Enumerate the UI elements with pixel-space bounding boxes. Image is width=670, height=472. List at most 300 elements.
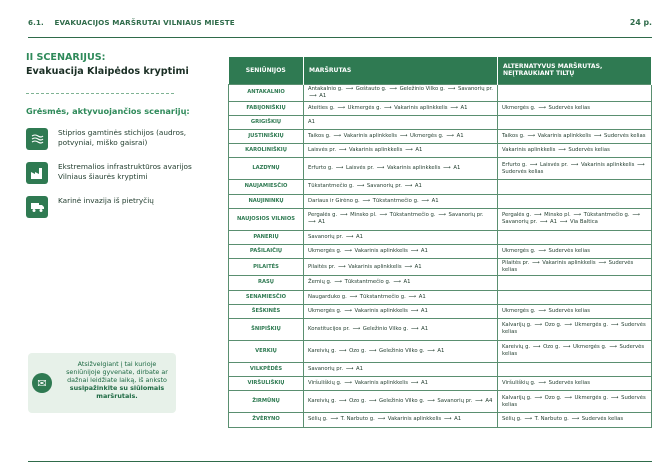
arrow-right-icon: ⟶ (382, 104, 394, 111)
arrow-right-icon: ⟶ (332, 279, 344, 286)
route-stop: A1 (453, 165, 461, 172)
threat-item (26, 162, 204, 184)
arrow-right-icon: ⟶ (409, 325, 421, 332)
route-stop: Vakarinis aplinkkelis (386, 165, 441, 172)
route-stop: Ozo g. (349, 398, 367, 405)
seniunija-name: PANERIŲ (229, 230, 304, 244)
alt-route-cell (498, 413, 652, 427)
route-stop: Vakarinis aplinkkelis (348, 147, 403, 154)
route-stop: A1 (355, 365, 363, 372)
route-stop: A1 (460, 104, 468, 111)
note-plain: Atsižvelgiant į tai kurioje seniūnijoje gyvenate, dirbate ar dažnai leidžiate laiką, iš anksto (66, 360, 168, 384)
table-row (229, 259, 652, 276)
seniunija-name: RASŲ (229, 276, 304, 290)
route-stop: Sėlių g. (502, 416, 522, 423)
route-stop: A1 (418, 293, 426, 300)
route-stop: Erfurto g. (502, 161, 527, 168)
seniunija-name: NAUJOSIOS VILNIOS (229, 208, 304, 230)
alt-route-cell (498, 194, 652, 208)
route-stop: Vakarinis aplinkkelis (580, 161, 635, 168)
table-row (229, 101, 652, 115)
arrow-right-icon: ⟶ (607, 344, 619, 351)
seniunija-name: ANTAKALNIO (229, 84, 304, 101)
arrow-right-icon: ⟶ (445, 85, 457, 92)
arrow-right-icon: ⟶ (408, 307, 420, 314)
page-header (28, 18, 652, 38)
seniunija-name: ŠEŠKINĖS (229, 304, 304, 318)
arrow-right-icon: ⟶ (331, 133, 343, 140)
alt-route-cell (498, 340, 652, 362)
seniunija-name: LAZDYNŲ (229, 158, 304, 180)
table-header-row (229, 57, 652, 84)
route-cell (304, 259, 498, 276)
alt-route-cell (498, 115, 652, 129)
arrow-right-icon: ⟶ (377, 212, 389, 219)
arrow-right-icon: ⟶ (527, 161, 539, 168)
table-row (229, 158, 652, 180)
route-stop: A1 (319, 92, 327, 99)
section-title: EVAKUACIJOS MARŠRUTAI VILNIAUS MIESTE (54, 18, 235, 27)
route-stop: A4 (485, 398, 493, 405)
arrow-right-icon: ⟶ (406, 293, 418, 300)
route-cell (304, 245, 498, 259)
route-stop: Sudervės kelias (581, 416, 624, 423)
seniunija-name: VIRŠULIŠKIŲ (229, 377, 304, 391)
route-stop: A1 (414, 263, 422, 270)
arrow-right-icon: ⟶ (557, 219, 569, 226)
seniunija-name: ŽIRMŪNŲ (229, 391, 304, 413)
arrow-right-icon: ⟶ (592, 133, 604, 140)
route-stop: Sudervės kelias (568, 147, 610, 154)
seniunija-name: VILKPĖDĖS (229, 362, 304, 376)
alt-route-cell (498, 208, 652, 230)
route-cell (304, 413, 498, 427)
route-stop: Ukmergės g. (572, 344, 607, 351)
route-stop: A1 (454, 416, 462, 423)
seniunija-name: ŽVĖRYNO (229, 413, 304, 427)
route-stop: Vakarinis aplinkkelis (537, 133, 592, 140)
arrow-right-icon: ⟶ (387, 85, 399, 92)
note-bold: susipažinkite su siūlomais maršrutais. (69, 384, 165, 400)
arrow-right-icon: ⟶ (562, 322, 574, 329)
route-stop: A1 (403, 279, 411, 286)
route-stop: Geležinio Vilko g. (378, 398, 425, 405)
route-stop: Pergalės g. (502, 212, 532, 219)
route-stop: Vakarinis aplinkkelis (502, 147, 556, 154)
arrow-right-icon: ⟶ (337, 347, 349, 354)
arrow-right-icon: ⟶ (531, 344, 543, 351)
route-stop: A1 (431, 197, 439, 204)
route-stop: Goštauto g. (355, 85, 387, 92)
route-stop: A1 (415, 147, 423, 154)
threat-item (26, 128, 204, 150)
route-cell (304, 144, 498, 158)
route-stop: Ukmergės g. (502, 307, 536, 314)
arrow-right-icon: ⟶ (403, 147, 415, 154)
route-stop: Ozo g. (544, 394, 562, 401)
alt-route-cell (498, 391, 652, 413)
route-stop: Ozo g. (543, 344, 561, 351)
arrow-right-icon: ⟶ (344, 365, 355, 372)
table-body (229, 84, 652, 427)
route-stop: Via Baltica (569, 219, 598, 226)
route-stop: Savanorių pr. (308, 365, 344, 372)
route-stop: Sudervės kelias (548, 307, 590, 314)
route-stop: Vakarinis aplinkkelis (354, 380, 408, 387)
route-stop: Geležinio Vilko g. (378, 347, 425, 354)
arrow-right-icon: ⟶ (419, 197, 431, 204)
route-stop: Sudervės kelias (548, 380, 591, 387)
route-cell (304, 208, 498, 230)
route-stop: Ukmergės g. (308, 248, 342, 255)
arrow-right-icon: ⟶ (354, 183, 366, 190)
route-stop: Pergalės g. (308, 212, 338, 219)
route-stop: Sudervės kelias (502, 260, 634, 274)
route-stop: Savanorių pr. (366, 183, 402, 190)
route-stop: A1 (421, 325, 429, 332)
arrow-right-icon: ⟶ (336, 263, 348, 270)
route-stop: Laisvės pr. (308, 147, 337, 154)
route-stop: Tūkstantmečio g. (308, 183, 354, 190)
route-stop: Sudervės kelias (502, 322, 646, 336)
section-number: 6.1. (28, 18, 44, 27)
route-stop: T. Narbuto g. (340, 416, 375, 423)
route-stop: Vakarinis aplinkkelis (348, 263, 402, 270)
seniunija-name: PAŠILAIČIŲ (229, 245, 304, 259)
route-stop: A1 (420, 248, 428, 255)
arrow-right-icon: ⟶ (333, 165, 345, 172)
route-cell (304, 377, 498, 391)
route-stop: Tūkstantmečio g. (372, 197, 419, 204)
route-stop: A1 (549, 219, 557, 226)
route-stop: A1 (355, 233, 363, 240)
route-stop: Geležinio Vilko g. (399, 85, 445, 92)
arrow-right-icon: ⟶ (568, 161, 580, 168)
route-cell (304, 391, 498, 413)
arrow-right-icon: ⟶ (425, 398, 437, 405)
alt-route-cell (498, 290, 652, 304)
route-stop: Savanorių pr. (457, 85, 493, 92)
alt-route-cell (498, 362, 652, 376)
route-stop: Tūkstantmečio g. (583, 212, 630, 219)
arrow-right-icon: ⟶ (442, 416, 454, 423)
alt-route-cell (498, 304, 652, 318)
routes-table (228, 57, 652, 428)
route-stop: Savanorių pr. (502, 219, 538, 226)
alt-route-cell (498, 84, 652, 101)
route-stop: Taikos g. (308, 133, 331, 140)
route-stop: Tūkstantmečio g. (344, 279, 391, 286)
route-stop: Savanorių pr. (308, 233, 344, 240)
route-stop: Dariaus ir Girėno g. (308, 197, 360, 204)
arrow-right-icon: ⟶ (536, 380, 548, 387)
seniunija-name: GRIGIŠKIŲ (229, 115, 304, 129)
route-cell (304, 362, 498, 376)
arrow-right-icon: ⟶ (309, 92, 319, 99)
alt-route-cell (498, 101, 652, 115)
table-row (229, 84, 652, 101)
arrow-right-icon: ⟶ (374, 165, 386, 172)
table-row (229, 144, 652, 158)
route-stop: Konstitucijos pr. (308, 325, 350, 332)
arrow-right-icon: ⟶ (335, 104, 347, 111)
seniunija-name: VERKIŲ (229, 340, 304, 362)
arrow-right-icon: ⟶ (561, 344, 572, 351)
arrow-right-icon: ⟶ (571, 212, 583, 219)
col-header-route: MARŠRUTAS (304, 57, 498, 84)
route-stop: Vakarinis aplinkkelis (394, 104, 448, 111)
threat-text: Stiprios gamtinės stichijos (audros, potvyniai, miško gaisrai) (58, 128, 187, 147)
route-stop: Pilaitės pr. (308, 263, 336, 270)
arrow-right-icon: ⟶ (402, 263, 414, 270)
route-cell (304, 230, 498, 244)
storm-icon (26, 128, 48, 150)
route-stop: Žemių g. (308, 279, 332, 286)
arrow-right-icon: ⟶ (344, 233, 355, 240)
arrow-right-icon: ⟶ (536, 307, 548, 314)
alt-route-cell (498, 130, 652, 144)
arrow-right-icon: ⟶ (441, 165, 453, 172)
threats-title: Grėsmės, aktyvuojančios scenarijų: (26, 106, 190, 116)
arrow-right-icon: ⟶ (342, 307, 354, 314)
route-stop: Ozo g. (544, 322, 562, 329)
route-cell (304, 115, 498, 129)
arrow-right-icon: ⟶ (630, 212, 640, 219)
table-row (229, 318, 652, 340)
arrow-right-icon: ⟶ (338, 212, 350, 219)
route-stop: Laisvės pr. (345, 165, 374, 172)
col-header-alt-route: ALTERNATYVUS MARŠRUTAS, NEĮTRAUKIANT TILTŲ (498, 57, 652, 84)
alt-route-cell (498, 230, 652, 244)
arrow-right-icon: ⟶ (337, 147, 348, 154)
table-row (229, 391, 652, 413)
arrow-right-icon: ⟶ (342, 248, 354, 255)
seniunija-name: NAUJAMIESČIO (229, 180, 304, 194)
route-stop: Tūkstantmečio g. (389, 212, 436, 219)
alt-route-cell (498, 259, 652, 276)
scenario-title: Evakuacija Klaipėdos kryptimi (26, 66, 189, 77)
route-stop: Kalvarijų g. (502, 394, 532, 401)
arrow-right-icon: ⟶ (436, 212, 448, 219)
route-stop: Sėlių g. (308, 416, 328, 423)
military-truck-icon (26, 196, 48, 218)
table-row (229, 413, 652, 427)
arrow-right-icon: ⟶ (409, 380, 420, 387)
arrow-right-icon: ⟶ (562, 394, 574, 401)
route-stop: Savanorių pr. (448, 212, 484, 219)
route-stop: Vakarinis aplinkkelis (354, 307, 408, 314)
arrow-right-icon: ⟶ (635, 161, 645, 168)
arrow-right-icon: ⟶ (448, 104, 460, 111)
seniunija-name: NAUJININKŲ (229, 194, 304, 208)
table-row (229, 290, 652, 304)
route-cell (304, 318, 498, 340)
route-cell (304, 130, 498, 144)
alt-route-cell (498, 144, 652, 158)
route-stop: Geležinio Vilko g. (362, 325, 409, 332)
arrow-right-icon: ⟶ (536, 104, 548, 111)
route-cell (304, 276, 498, 290)
arrow-right-icon: ⟶ (569, 416, 581, 423)
route-stop: A1 (420, 307, 428, 314)
arrow-right-icon: ⟶ (596, 260, 608, 267)
seniunija-name: KAROLINIŠKIŲ (229, 144, 304, 158)
alt-route-cell (498, 180, 652, 194)
table-row (229, 180, 652, 194)
route-stop: Kareivių g. (502, 344, 531, 351)
seniunija-name: PILAITĖS (229, 259, 304, 276)
arrow-right-icon: ⟶ (375, 416, 387, 423)
route-stop: Vakarinis aplinkkelis (387, 416, 442, 423)
route-stop: Tūkstantmečio g. (359, 293, 406, 300)
route-stop: Kareivių g. (308, 347, 337, 354)
arrow-right-icon: ⟶ (425, 347, 437, 354)
route-stop: Sudervės kelias (548, 248, 590, 255)
table-row (229, 130, 652, 144)
route-stop: Viršuliškių g. (502, 380, 536, 387)
arrow-right-icon: ⟶ (444, 133, 456, 140)
col-header-seniunijos: SENIŪNIJOS (229, 57, 304, 84)
alt-route-cell (498, 276, 652, 290)
scenario-label: II SCENARIJUS: (26, 52, 106, 63)
footer-rule (28, 461, 652, 462)
table-row (229, 362, 652, 376)
arrow-right-icon: ⟶ (408, 248, 420, 255)
route-stop: Ukmergės g. (502, 248, 536, 255)
section-heading (28, 18, 235, 27)
route-cell (304, 340, 498, 362)
alt-route-cell (498, 158, 652, 180)
arrow-right-icon: ⟶ (556, 147, 568, 154)
route-stop: Ateities g. (308, 104, 335, 111)
note-text (64, 360, 170, 400)
arrow-right-icon: ⟶ (347, 293, 359, 300)
arrow-right-icon: ⟶ (532, 394, 544, 401)
divider (26, 93, 174, 94)
route-stop: Sudervės kelias (502, 344, 645, 358)
table-row (229, 208, 652, 230)
arrow-right-icon: ⟶ (536, 248, 548, 255)
arrow-right-icon: ⟶ (343, 85, 355, 92)
route-stop: Ukmergės g. (308, 307, 342, 314)
arrow-right-icon: ⟶ (350, 325, 362, 332)
threat-text: Karinė invazija iš pietryčių (58, 196, 154, 205)
table-row (229, 230, 652, 244)
route-stop: Vakarinis aplinkkelis (542, 260, 596, 267)
route-cell (304, 180, 498, 194)
route-stop: Viršuliškių g. (308, 380, 342, 387)
threat-text: Ekstremalios infrastruktūros avarijos Vilniaus šiaurės kryptimi (58, 162, 192, 181)
route-stop: Ozo g. (349, 347, 367, 354)
table-row (229, 194, 652, 208)
arrow-right-icon: ⟶ (522, 416, 534, 423)
table-row (229, 340, 652, 362)
route-stop: Ukmergės g. (410, 133, 444, 140)
bell-icon: ✉ (32, 373, 52, 393)
route-stop: A1 (318, 219, 326, 226)
route-stop: Sudervės kelias (548, 104, 590, 111)
route-stop: A1 (308, 118, 315, 125)
route-stop: A1 (420, 380, 428, 387)
arrow-right-icon: ⟶ (398, 133, 410, 140)
route-stop: Minsko pl. (544, 212, 571, 219)
route-stop: Laisvės pr. (539, 161, 568, 168)
route-cell (304, 290, 498, 304)
route-stop: Sudervės kelias (502, 168, 544, 175)
alt-route-cell (498, 377, 652, 391)
seniunija-name: SENAMIESČIO (229, 290, 304, 304)
route-stop: A1 (414, 183, 422, 190)
factory-icon (26, 162, 48, 184)
scenario-panel (26, 52, 204, 218)
arrow-right-icon: ⟶ (538, 219, 549, 226)
arrow-right-icon: ⟶ (328, 416, 340, 423)
table-row (229, 115, 652, 129)
table-row (229, 245, 652, 259)
threat-item (26, 196, 204, 218)
route-stop: Naugarduko g. (308, 293, 347, 300)
seniunija-name: JUSTINIŠKIŲ (229, 130, 304, 144)
seniunija-name: FABIJONIŠKIŲ (229, 101, 304, 115)
arrow-right-icon: ⟶ (342, 380, 354, 387)
arrow-right-icon: ⟶ (308, 219, 318, 226)
route-stop: Ukmergės g. (347, 104, 382, 111)
arrow-right-icon: ⟶ (360, 197, 372, 204)
route-stop: A1 (437, 347, 445, 354)
table-row (229, 377, 652, 391)
alt-route-cell (498, 318, 652, 340)
route-stop: Vakarinis aplinkkelis (354, 248, 408, 255)
route-cell (304, 158, 498, 180)
route-stop: Savanorių pr. (437, 398, 473, 405)
route-stop: Minsko pl. (350, 212, 377, 219)
route-stop: Taikos g. (502, 133, 525, 140)
arrow-right-icon: ⟶ (367, 398, 378, 405)
route-cell (304, 101, 498, 115)
alt-route-cell (498, 245, 652, 259)
route-stop: Erfurto g. (308, 165, 333, 172)
seniunija-name: ŠNIPIŠKIŲ (229, 318, 304, 340)
page-number: 24 p. (629, 18, 652, 27)
table-row (229, 276, 652, 290)
route-stop: Kalvarijų g. (502, 322, 532, 329)
route-stop: Sudervės kelias (502, 394, 646, 408)
route-stop: Antakalnio g. (308, 85, 343, 92)
arrow-right-icon: ⟶ (402, 183, 414, 190)
route-stop: Pilaitės pr. (502, 260, 530, 267)
arrow-right-icon: ⟶ (337, 398, 349, 405)
arrow-right-icon: ⟶ (367, 347, 378, 354)
arrow-right-icon: ⟶ (530, 260, 542, 267)
route-stop: Ukmergės g. (502, 104, 536, 111)
route-stop: Vakarinis aplinkkelis (343, 133, 398, 140)
arrow-right-icon: ⟶ (609, 322, 621, 329)
arrow-right-icon: ⟶ (525, 133, 537, 140)
table-row (229, 304, 652, 318)
arrow-right-icon: ⟶ (532, 212, 544, 219)
arrow-right-icon: ⟶ (391, 279, 403, 286)
route-stop: Kareivių g. (308, 398, 337, 405)
route-stop: Ukmergės g. (574, 394, 609, 401)
route-cell (304, 304, 498, 318)
route-cell (304, 194, 498, 208)
route-cell (304, 84, 498, 101)
arrow-right-icon: ⟶ (532, 322, 544, 329)
route-stop: Sudervės kelias (604, 133, 646, 140)
arrow-right-icon: ⟶ (609, 394, 621, 401)
advice-note (28, 353, 176, 413)
route-stop: Ukmergės g. (574, 322, 609, 329)
